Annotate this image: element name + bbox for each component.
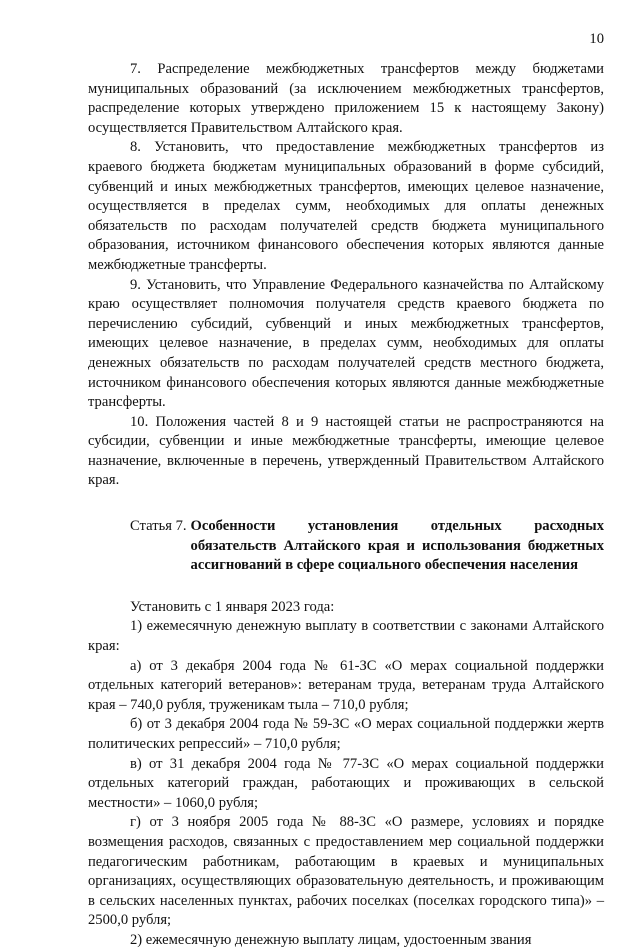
paragraph-point-2: 2) ежемесячную денежную выплату лицам, удостоенным звания [130,931,532,948]
page-number: 10 [589,31,604,47]
paragraph-intro: Установить с 1 января 2023 года: [130,598,335,615]
paragraph-item-10: 10. Положения частей 8 и 9 настоящей статьи не распространяются на субсидии, субвенции и иные межбюджетные трансферты, имеющие целевое назначение, включенные в перечень, утвержденный Правительством Алтайского края. [88,413,604,489]
paragraph-subpoint-a: а) от 3 декабря 2004 года № 61-ЗС «О мерах социальной поддержки отдельных категорий ветеранов»: ветеранам труда, ветеранам труда Алтайского края – 740,0 рубля, труженикам тыла – 710,0 рубля; [88,657,604,713]
section-items-before [88,60,604,491]
paragraph-item-7: 7. Распределение межбюджетных трансфертов между бюджетами муниципальных образований (за исключением межбюджетных трансфертов, распределение которых утверждено приложением 15 к настоящему Закону) осуществляется Правительством Алтайского края. [88,61,604,136]
article-label: Статья 7. [130,518,187,535]
article-heading [88,517,604,576]
paragraph-subpoint-v: в) от 31 декабря 2004 года № 77-ЗС «О мерах социальной поддержки отдельных категорий граждан, работающих и проживающих в сельской местности» – 1060,0 рубля; [88,755,604,811]
paragraph-item-8: 8. Установить, что предоставление межбюджетных трансфертов из краевого бюджета бюджетам муниципальных образований в форме субсидий, субвенций и иных межбюджетных трансфертов, имеющих целевое назначение, осуществляется в пределах сумм, необходимых для оплаты денежных обязательств по расходам получателей средств бюджета муниципального образования, источником финансового обеспечения которых являются данные межбюджетные трансферты. [88,139,604,273]
paragraph-point-1: 1) ежемесячную денежную выплату в соответствии с законами Алтайского края: [88,618,604,655]
paragraph-subpoint-b: б) от 3 декабря 2004 года № 59-ЗС «О мерах социальной поддержки жертв политических репрессий» – 710,0 рубля; [88,716,604,752]
article-title: Особенности установления отдельных расходных обязательств Алтайского края и использования бюджетных ассигнований в сфере социального обеспечения населения [190,518,604,574]
paragraph-item-9: 9. Установить, что Управление Федерального казначейства по Алтайскому краю осуществляет полномочия получателя средств краевого бюджета по перечислению субсидий, субвенций и иных межбюджетных трансфертов, имеющих целевое назначение, в пределах сумм, необходимых для оплаты денежных обязательств по расходам получателей средств местного бюджета, источником финансового обеспечения которых являются данные межбюджетные трансферты. [88,276,604,411]
section-items-after [88,598,604,951]
paragraph-subpoint-g: г) от 3 ноября 2005 года № 88-ЗС «О размере, условиях и порядке возмещения расходов, связанных с предоставлением мер социальной поддержки педагогическим работникам, работающим в краевых и муниципальных организациях, осуществляющих образовательную деятельность, и проживающим в сельских населенных пунктах, рабочих поселках (поселках городского типа)» – 2500,0 рубля; [88,814,604,929]
